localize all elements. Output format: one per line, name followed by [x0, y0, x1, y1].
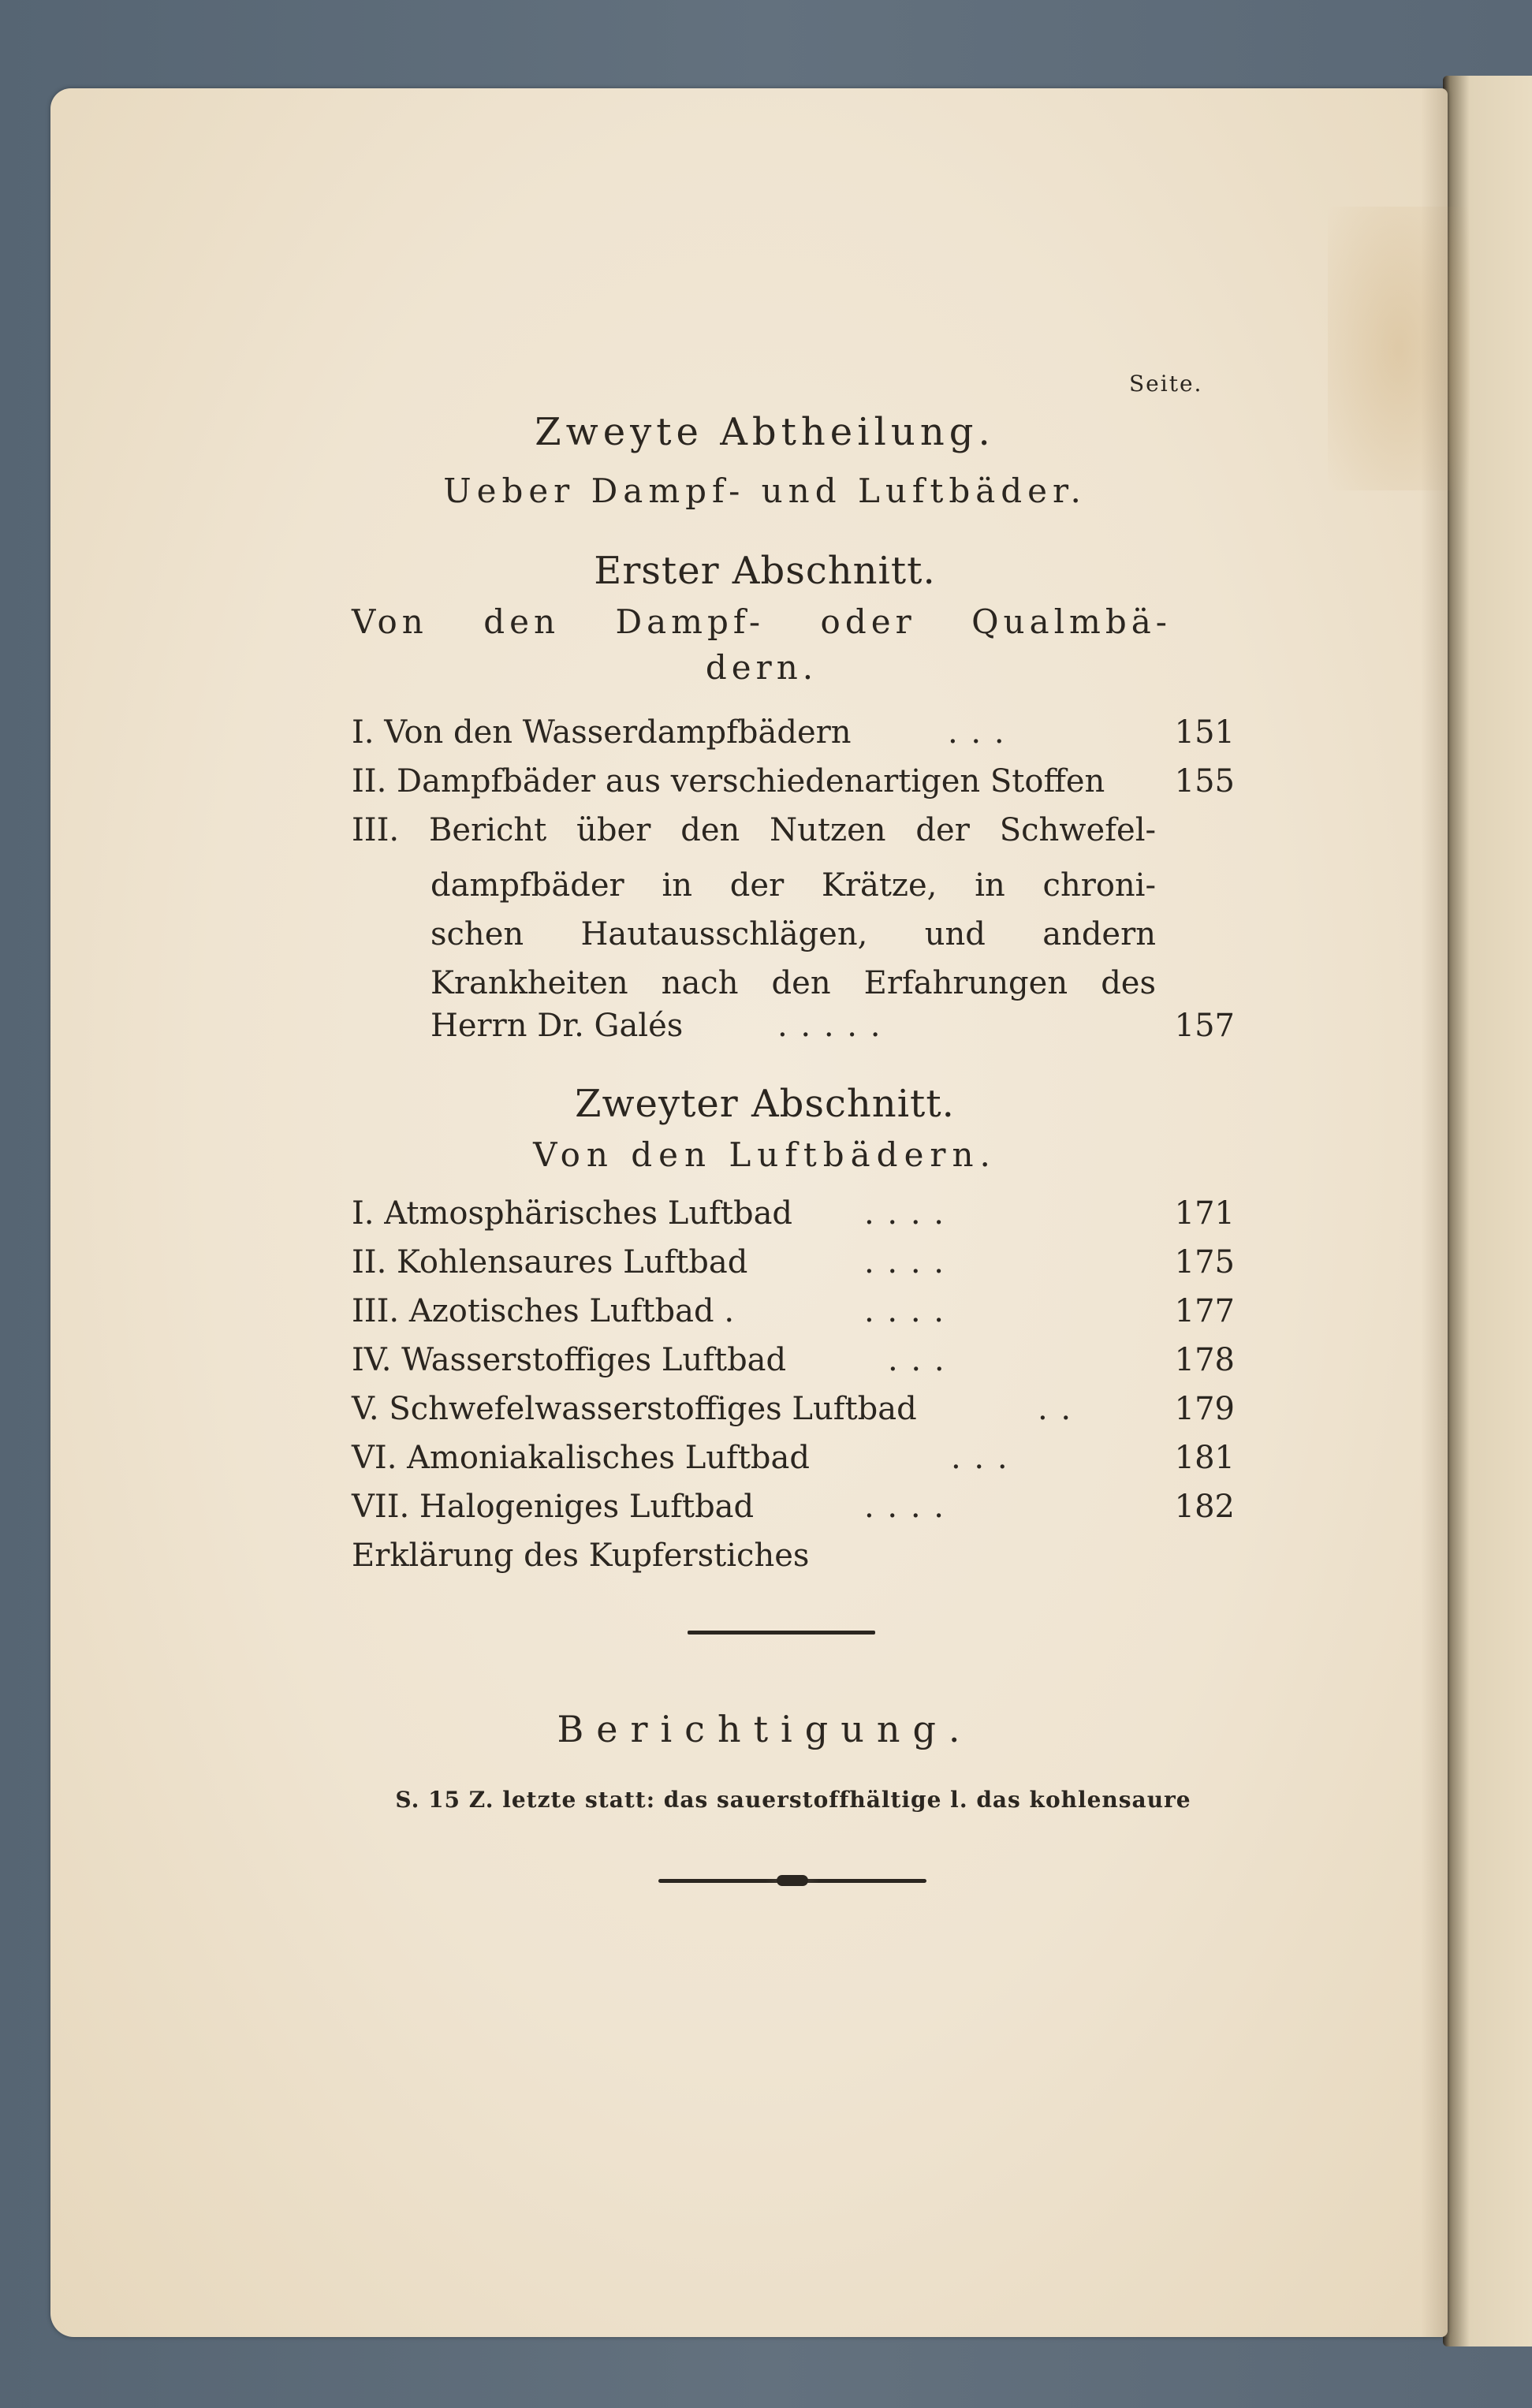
toc-entry — [352, 1293, 1235, 1340]
toc-entry-leader: . . . . . — [777, 1008, 882, 1044]
toc-entry-line: Krankheiten nach den Erfahrungen des — [431, 965, 1156, 1001]
toc-entry-line: III. Bericht über den Nutzen der Schwefel- — [352, 812, 1156, 848]
toc-entry-page: 155 — [1174, 763, 1235, 800]
toc-entry-page: 171 — [1174, 1195, 1235, 1232]
toc-entry-page: 182 — [1174, 1489, 1235, 1525]
part-subtitle: Ueber Dampf- und Luftbäder. — [443, 472, 1087, 510]
toc-entry-label: II. Kohlensaures Luftbad — [352, 1244, 748, 1280]
toc-entry-leader: . . . . — [864, 1293, 946, 1329]
toc-entry-page: 177 — [1174, 1293, 1235, 1329]
toc-entry-page: 179 — [1174, 1391, 1235, 1427]
toc-entry — [352, 1244, 1235, 1292]
toc-entry-leader: . . — [1038, 1391, 1073, 1427]
errata-text: S. 15 Z. letzte statt: das sauerstoffhältige l. das kohlensaure — [395, 1787, 1191, 1813]
toc-entry-page: 178 — [1174, 1342, 1235, 1378]
toc-entry — [352, 714, 1235, 762]
section2-title: Von den Luftbädern. — [533, 1135, 997, 1174]
ornamental-rule — [658, 1879, 926, 1883]
toc-entry — [352, 1440, 1235, 1487]
paper-stain — [1328, 207, 1470, 490]
toc-entry-leader: . . . . — [864, 1244, 946, 1280]
toc-entry — [352, 1391, 1235, 1438]
toc-entry-label: III. Azotisches Luftbad . — [352, 1293, 735, 1329]
toc-entry — [352, 1195, 1235, 1243]
toc-entry-leader: . . . — [948, 714, 1006, 751]
toc-entry-label: II. Dampfbäder aus verschiedenartigen Stoffen — [352, 763, 1105, 800]
toc-entry-page: 151 — [1174, 714, 1235, 751]
section1-heading: Erster Abschnitt. — [594, 549, 936, 593]
toc-entry-label: VI. Amoniakalisches Luftbad — [352, 1440, 810, 1476]
errata-title: Berichtigung. — [557, 1708, 973, 1750]
toc-entry-label: Erklärung des Kupferstiches — [352, 1538, 810, 1574]
toc-entry-line: dampfbäder in der Krätze, in chroni- — [431, 867, 1156, 904]
toc-entry-page: 157 — [1174, 1008, 1235, 1044]
toc-entry-leader: . . . — [888, 1342, 946, 1378]
section1-title-line2: dern. — [705, 648, 818, 687]
toc-entry — [352, 763, 1235, 811]
section1-title-line1: Von den Dampf- oder Qualmbä- — [352, 602, 1172, 641]
toc-entry-label: I. Von den Wasserdampfbädern — [352, 714, 852, 751]
toc-entry — [352, 1342, 1235, 1389]
section-divider — [688, 1631, 875, 1635]
toc-entry-label: Herrn Dr. Galés — [431, 1008, 684, 1044]
toc-entry — [352, 1538, 1235, 1585]
toc-entry-line: schen Hautausschlägen, und andern — [431, 916, 1156, 952]
toc-entry-leader: . . . . — [864, 1195, 946, 1232]
toc-entry-leader: . . . . — [864, 1489, 946, 1525]
section2-heading: Zweyter Abschnitt. — [575, 1082, 955, 1126]
page-column-header: Seite. — [1129, 371, 1203, 397]
toc-entry-multiline — [352, 812, 1235, 1064]
toc-entry-label: IV. Wasserstoffiges Luftbad — [352, 1342, 787, 1378]
spine-shadow — [1421, 88, 1448, 2337]
toc-entry-label: I. Atmosphärisches Luftbad — [352, 1195, 793, 1232]
toc-entry-label: VII. Halogeniges Luftbad — [352, 1489, 755, 1525]
toc-entry-page: 181 — [1174, 1440, 1235, 1476]
part-title: Zweyte Abtheilung. — [535, 410, 995, 454]
toc-entry-page: 175 — [1174, 1244, 1235, 1280]
toc-entry-leader: . . . — [951, 1440, 1009, 1476]
toc-entry — [352, 1489, 1235, 1536]
rule-ornament — [777, 1875, 808, 1886]
toc-entry-label: V. Schwefelwasserstoffiges Luftbad — [352, 1391, 917, 1427]
